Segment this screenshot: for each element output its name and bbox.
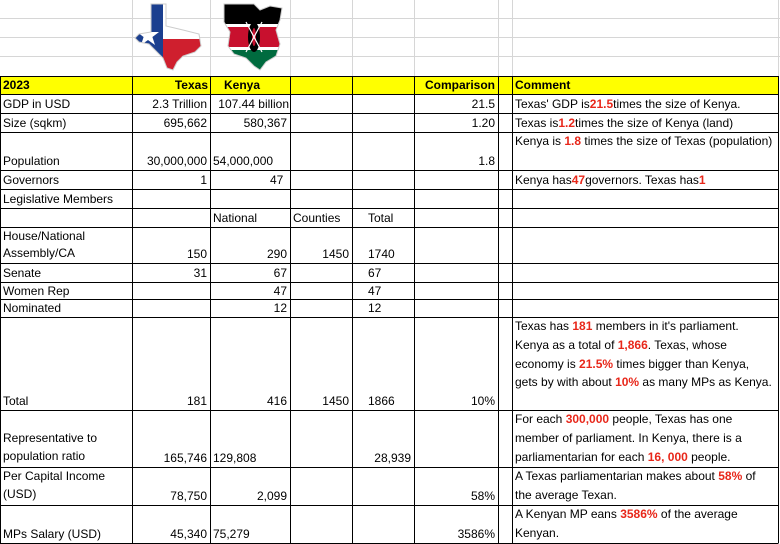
comment-salary: A Kenyan MP eans 3586% of the average Kenyan. [515, 507, 738, 540]
texas-senate: 31 [193, 266, 207, 280]
comparison-total: 10% [470, 394, 495, 408]
subheader-total: Total [368, 211, 394, 225]
national-women: 47 [273, 284, 287, 298]
row-label-total: Total [3, 394, 29, 408]
row-label-nominated: Nominated [3, 301, 62, 315]
kenya-salary: 75,279 [213, 527, 250, 541]
comparison-gdp: 21.5 [471, 97, 495, 111]
counties-total: 1450 [322, 394, 349, 408]
total-ratio: 28,939 [374, 451, 411, 465]
national-total: 416 [266, 394, 287, 408]
national-senate: 67 [273, 266, 287, 280]
texas-population: 30,000,000 [146, 154, 207, 168]
comparison-salary: 3586% [457, 527, 495, 541]
row-label-income: Per Capital Income (USD) [3, 468, 106, 502]
row-label-gdp: GDP in USD [3, 97, 71, 111]
row-label-population: Population [3, 154, 60, 168]
comment-total: Texas has 181 members in it's parliament. Kenya as a total of 1,866. Texas, whose economy is 21.5% times bigger than Kenya, gets by with about 10% as many MPs as Kenya. [515, 319, 772, 390]
comment-gdp: Texas' GDP is 21.5 times the size of Kenya. [515, 97, 741, 111]
row-label-governors: Governors [3, 173, 60, 187]
kenya-income: 2,099 [256, 489, 287, 503]
row-label-house: House/National Assembly/CA [3, 229, 86, 260]
row-label-size: Size (sqkm) [3, 116, 67, 130]
texas-ratio: 165,746 [163, 451, 207, 465]
row-label-women: Women Rep [3, 284, 70, 298]
subheader-national: National [213, 211, 258, 225]
national-nominated: 12 [273, 301, 287, 315]
kenya-governors: 47 [270, 173, 284, 187]
total-senate: 67 [368, 266, 382, 280]
header-comparison: Comparison [424, 78, 495, 92]
comparison-income: 58% [470, 489, 495, 503]
row-label-legislative: Legislative Members [3, 192, 114, 206]
total-women: 47 [368, 284, 382, 298]
total-nominated: 12 [368, 301, 382, 315]
subheader-counties: Counties [293, 211, 341, 225]
texas-size: 695,662 [163, 116, 207, 130]
total-total: 1866 [368, 394, 395, 408]
comment-population: Kenya is 1.8 times the size of Texas (population) [515, 134, 773, 148]
texas-house: 150 [186, 247, 207, 261]
counties-house: 1450 [322, 247, 349, 261]
header-year: 2023 [3, 78, 30, 92]
row-label-salary: MPs Salary (USD) [3, 527, 102, 541]
comment-governors: Kenya has 47 governors. Texas has 1 [515, 173, 706, 187]
header-comment: Comment [515, 78, 571, 92]
texas-flag-image [133, 2, 205, 72]
texas-income: 78,750 [170, 489, 207, 503]
texas-salary: 45,340 [170, 527, 207, 541]
comparison-size: 1.20 [471, 116, 495, 130]
comment-size: Texas is 1.2 times the size of Kenya (land) [515, 116, 734, 130]
kenya-population: 54,000,000 [213, 154, 274, 168]
header-kenya: Kenya [224, 78, 261, 92]
comment-ratio: For each 300,000 people, Texas has one member of parliament. In Kenya, there is a parliamentarian for each 16, 000 people. [515, 412, 742, 464]
comparison-population: 1.8 [478, 154, 495, 168]
comment-income: A Texas parliamentarian makes about 58% of the average Texan. [515, 469, 756, 502]
texas-total: 181 [186, 394, 207, 408]
total-house: 1740 [368, 247, 395, 261]
kenya-size: 580,367 [243, 116, 287, 130]
row-label-ratio: Representative to population ratio [3, 430, 98, 464]
texas-governors: 1 [200, 173, 207, 187]
header-texas: Texas [174, 78, 208, 92]
kenya-ratio: 129,808 [213, 451, 257, 465]
kenya-gdp: 107.44 billion [218, 97, 289, 111]
texas-gdp: 2.3 Trillion [152, 97, 207, 111]
row-label-senate: Senate [3, 266, 42, 280]
kenya-flag-image [220, 2, 286, 72]
national-house: 290 [266, 247, 287, 261]
